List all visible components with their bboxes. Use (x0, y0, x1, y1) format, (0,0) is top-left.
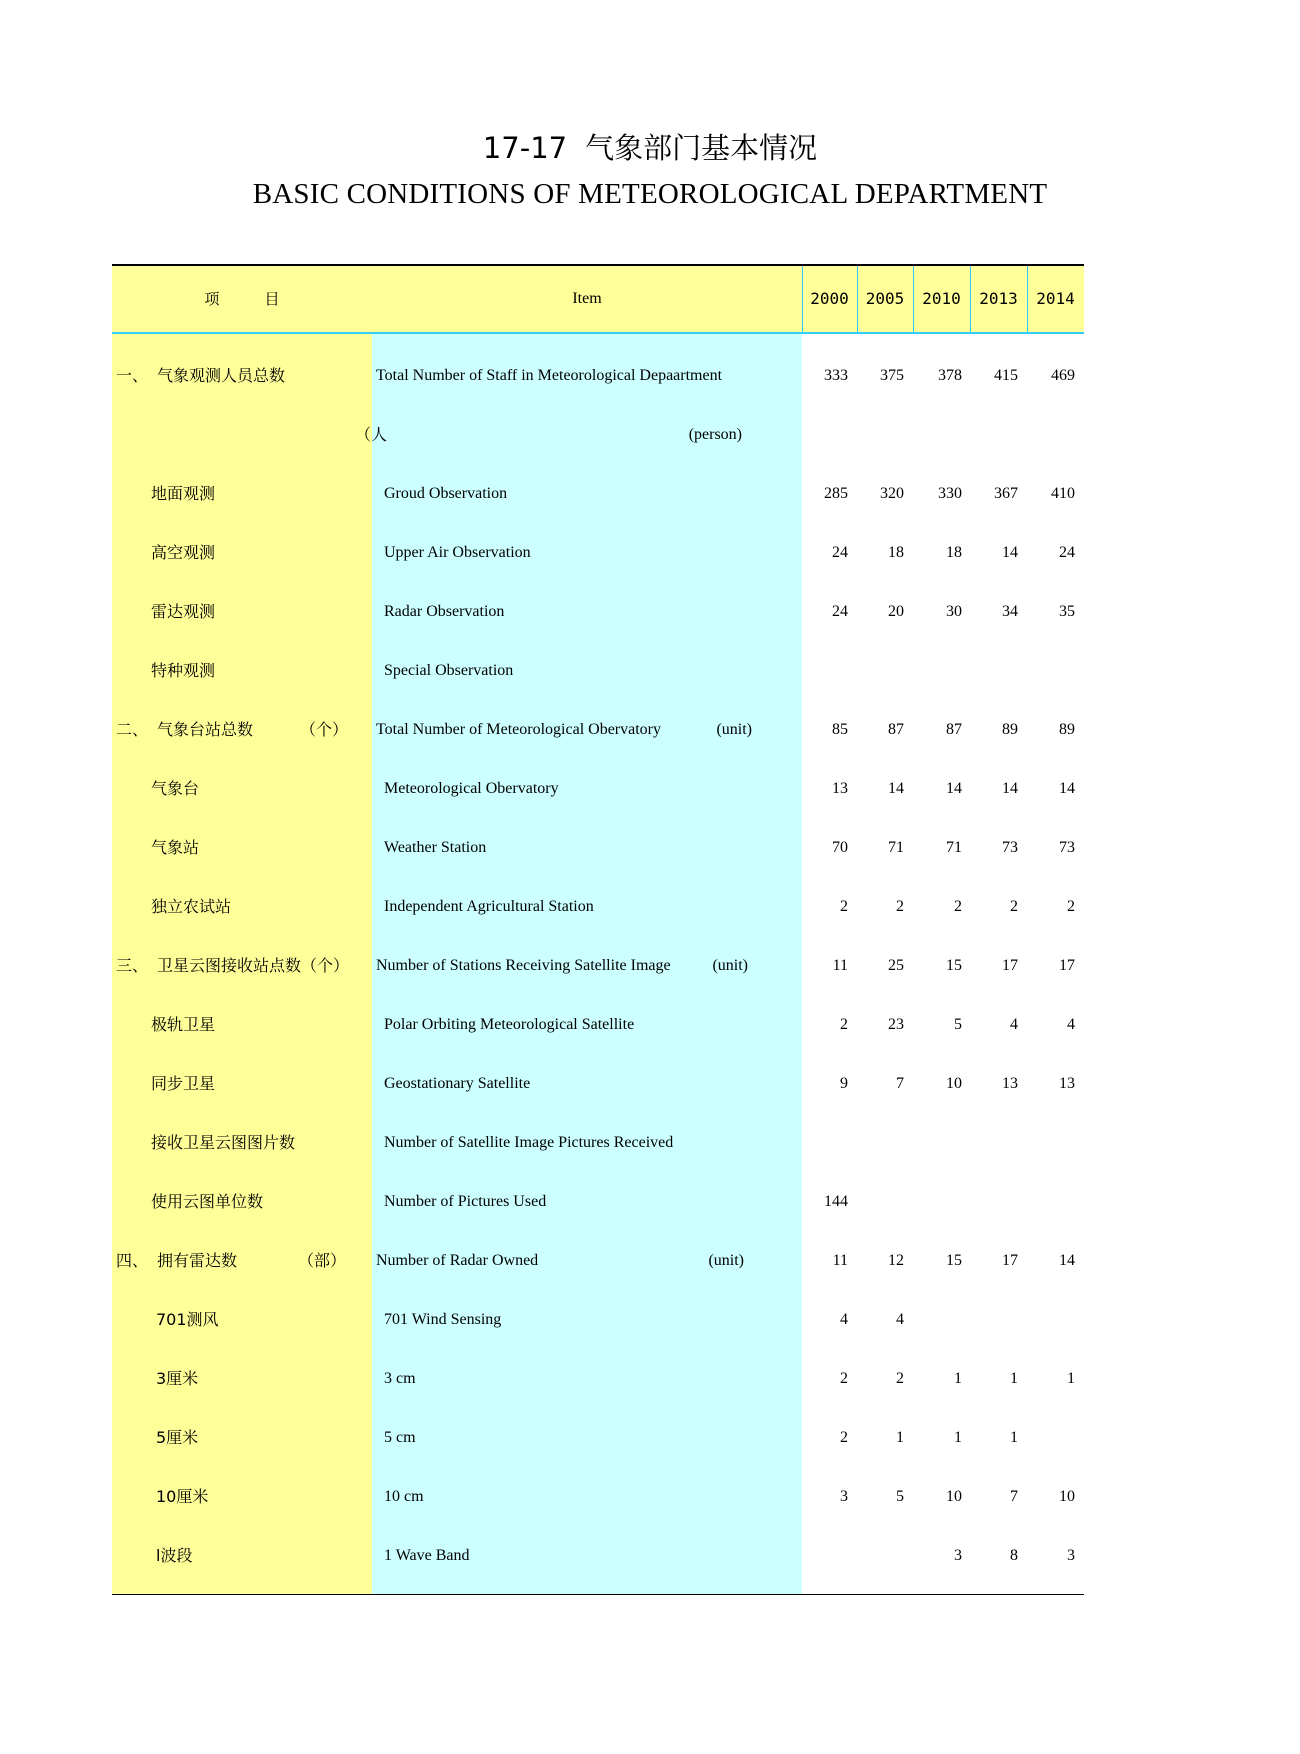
cell-value: 11 (832, 957, 848, 974)
cell-value: 73 (1059, 839, 1075, 856)
cell-value: 25 (888, 957, 904, 974)
cell-value: 5 (954, 1016, 962, 1033)
table-row (112, 1408, 1084, 1467)
cell-value: 14 (1002, 544, 1018, 561)
row-label-cn: 极轨卫星 (151, 1015, 216, 1034)
cell-value: 3 (1067, 1547, 1075, 1564)
cell-value: 85 (832, 721, 848, 738)
table-row (112, 405, 1084, 464)
row-label-en: Number of Pictures Used (384, 1193, 547, 1210)
table-row (112, 877, 1084, 936)
cell-value: 13 (1002, 1075, 1018, 1092)
table-row (112, 1349, 1084, 1408)
cell-value: 2 (840, 1016, 848, 1033)
row-label-cn: 特种观测 (151, 661, 216, 680)
cell-value: 367 (994, 485, 1018, 502)
row-label-en: Number of Radar Owned (376, 1252, 539, 1269)
cell-value: 4 (1010, 1016, 1018, 1033)
cell-value: 13 (832, 780, 848, 797)
row-label-cn: 气象站 (151, 838, 200, 857)
cell-value: 14 (946, 780, 962, 797)
header-item-cn: 项 目 (204, 290, 280, 308)
cell-value: 330 (938, 485, 962, 502)
row-label-en: Weather Station (384, 839, 487, 856)
row-label-cn: 气象观测人员总数 (157, 366, 286, 385)
row-unit-en: (unit) (716, 721, 752, 738)
data-table (112, 264, 1084, 1595)
table-row (112, 1054, 1084, 1113)
cell-value: 89 (1059, 721, 1075, 738)
row-label-en: Groud Observation (384, 485, 508, 502)
table-row (112, 1290, 1084, 1349)
cell-value: 410 (1051, 485, 1075, 502)
table-row (112, 995, 1084, 1054)
row-label-en: 3 cm (384, 1370, 416, 1387)
table-row (112, 1231, 1084, 1290)
cell-value: 7 (896, 1075, 904, 1092)
cell-value: 89 (1002, 721, 1018, 738)
cell-value: 18 (946, 544, 962, 561)
row-unit-cn: （个） (300, 720, 349, 739)
cell-value: 2 (840, 1370, 848, 1387)
table-row (112, 582, 1084, 641)
row-unit-en: (person) (688, 426, 742, 443)
row-label-en: Number of Satellite Image Pictures Received (384, 1134, 674, 1151)
row-unit-en: (unit) (712, 957, 748, 974)
row-label-cn: 独立农试站 (151, 897, 232, 916)
cell-value: 14 (1059, 780, 1075, 797)
cell-value: 469 (1051, 367, 1075, 384)
row-label-en: Number of Stations Receiving Satellite Image (376, 957, 671, 974)
cell-value: 4 (896, 1311, 904, 1328)
cell-value: 285 (824, 485, 848, 502)
cell-value: 71 (946, 839, 962, 856)
cell-value: 20 (888, 603, 904, 620)
cell-value: 333 (824, 367, 848, 384)
cell-value: 23 (888, 1016, 904, 1033)
row-label-en: Total Number of Staff in Meteorological Depaartment (376, 367, 723, 384)
row-label-cn: 3厘米 (156, 1369, 199, 1388)
cell-value: 14 (1002, 780, 1018, 797)
cell-value: 3 (954, 1547, 962, 1564)
cell-value: 144 (824, 1193, 848, 1210)
table-row (112, 1172, 1084, 1231)
table-row (112, 818, 1084, 877)
table-number: 17-17 (482, 131, 568, 165)
row-label-en: Special Observation (384, 662, 514, 679)
row-label-cn: 701测风 (156, 1310, 219, 1329)
header-year: 2010 (922, 289, 961, 308)
header-item-en: Item (572, 290, 602, 307)
cell-value: 2 (896, 1370, 904, 1387)
row-label-en: 5 cm (384, 1429, 416, 1446)
cell-value: 30 (946, 603, 962, 620)
table-row (112, 641, 1084, 700)
row-label-en: Meteorological Obervatory (384, 780, 559, 797)
cell-value: 3 (840, 1488, 848, 1505)
cell-value: 378 (938, 367, 962, 384)
cell-value: 15 (946, 1252, 962, 1269)
header-year: 2014 (1036, 289, 1075, 308)
header-year: 2000 (810, 289, 849, 308)
title-cn-text: 气象部门基本情况 (585, 131, 818, 165)
cell-value: 14 (888, 780, 904, 797)
cell-value: 2 (840, 898, 848, 915)
row-label-en: Radar Observation (384, 603, 505, 620)
row-label-en: Geostationary Satellite (384, 1075, 531, 1092)
row-ordinal: 一、 (116, 366, 149, 385)
header-year: 2005 (865, 289, 905, 308)
row-ordinal: 三、 (116, 956, 149, 975)
cell-value: 18 (888, 544, 904, 561)
cell-value: 4 (840, 1311, 848, 1328)
cell-value: 24 (1059, 544, 1075, 561)
cell-value: 12 (888, 1252, 904, 1269)
table-row (112, 1526, 1084, 1585)
row-label-cn: 同步卫星 (151, 1074, 216, 1093)
cell-value: 1 (1010, 1429, 1018, 1446)
row-ordinal: 二、 (116, 720, 149, 739)
row-label-cn: 拥有雷达数 (157, 1251, 238, 1270)
cell-value: 24 (832, 603, 848, 620)
cell-value: 14 (1059, 1252, 1075, 1269)
table-row (112, 464, 1084, 523)
row-unit-cn: （人 (355, 425, 388, 444)
row-label-cn: 高空观测 (151, 543, 216, 562)
row-label-cn: 气象台站总数 (157, 720, 254, 739)
row-unit-cn: （部） (298, 1251, 347, 1270)
page-title-en: BASIC CONDITIONS OF METEOROLOGICAL DEPARTMENT (252, 178, 1048, 210)
cell-value: 87 (946, 721, 962, 738)
row-label-cn: 10厘米 (156, 1487, 209, 1506)
cell-value: 1 (896, 1429, 904, 1446)
cell-value: 10 (946, 1075, 962, 1092)
table-row (112, 523, 1084, 582)
row-label-en: Polar Orbiting Meteorological Satellite (384, 1016, 635, 1033)
cell-value: 2 (954, 898, 962, 915)
cell-value: 375 (880, 367, 904, 384)
cell-value: 71 (888, 839, 904, 856)
row-ordinal: 四、 (116, 1251, 149, 1270)
row-label-en: Total Number of Meteorological Obervatory (376, 721, 662, 738)
cell-value: 320 (880, 485, 904, 502)
row-label-en: Independent Agricultural Station (384, 898, 594, 915)
cell-value: 2 (1010, 898, 1018, 915)
cell-value: 35 (1059, 603, 1075, 620)
table-row (112, 1467, 1084, 1526)
cell-value: 1 (1067, 1370, 1075, 1387)
row-label-cn: 地面观测 (151, 484, 216, 503)
row-label-en: 1 Wave Band (384, 1547, 470, 1564)
row-label-cn: 卫星云图接收站点数（个） (157, 956, 350, 975)
table-row (112, 936, 1084, 995)
cell-value: 1 (1010, 1370, 1018, 1387)
table-row (112, 346, 1084, 405)
row-label-en: 701 Wind Sensing (384, 1311, 502, 1328)
cell-value: 9 (840, 1075, 848, 1092)
cell-value: 17 (1059, 957, 1075, 974)
table-row (112, 759, 1084, 818)
cell-value: 2 (840, 1429, 848, 1446)
table-row (112, 700, 1084, 759)
cell-value: 4 (1067, 1016, 1075, 1033)
cell-value: 8 (1010, 1547, 1018, 1564)
cell-value: 415 (994, 367, 1018, 384)
cell-value: 15 (946, 957, 962, 974)
cell-value: 1 (954, 1429, 962, 1446)
cell-value: 2 (1067, 898, 1075, 915)
row-label-cn: 使用云图单位数 (151, 1192, 264, 1211)
row-label-cn: 5厘米 (156, 1428, 199, 1447)
row-label-cn: 气象台 (151, 779, 200, 798)
cell-value: 13 (1059, 1075, 1075, 1092)
cell-value: 2 (896, 898, 904, 915)
cell-value: 70 (832, 839, 848, 856)
cell-value: 5 (896, 1488, 904, 1505)
row-label-cn: 雷达观测 (151, 602, 216, 621)
cell-value: 11 (832, 1252, 848, 1269)
cell-value: 10 (946, 1488, 962, 1505)
page-title-cn (0, 126, 1300, 167)
cell-value: 10 (1059, 1488, 1075, 1505)
cell-value: 7 (1010, 1488, 1018, 1505)
cell-value: 17 (1002, 1252, 1018, 1269)
cell-value: 17 (1002, 957, 1018, 974)
header-year: 2013 (979, 289, 1018, 308)
cell-value: 24 (832, 544, 848, 561)
row-label-cn: l波段 (156, 1546, 193, 1565)
table-row (112, 1113, 1084, 1172)
cell-value: 73 (1002, 839, 1018, 856)
row-label-en: Upper Air Observation (384, 544, 531, 561)
row-label-en: 10 cm (384, 1488, 424, 1505)
cell-value: 87 (888, 721, 904, 738)
row-label-cn: 接收卫星云图图片数 (151, 1133, 296, 1152)
cell-value: 1 (954, 1370, 962, 1387)
cell-value: 34 (1002, 603, 1018, 620)
row-unit-en: (unit) (708, 1252, 744, 1269)
